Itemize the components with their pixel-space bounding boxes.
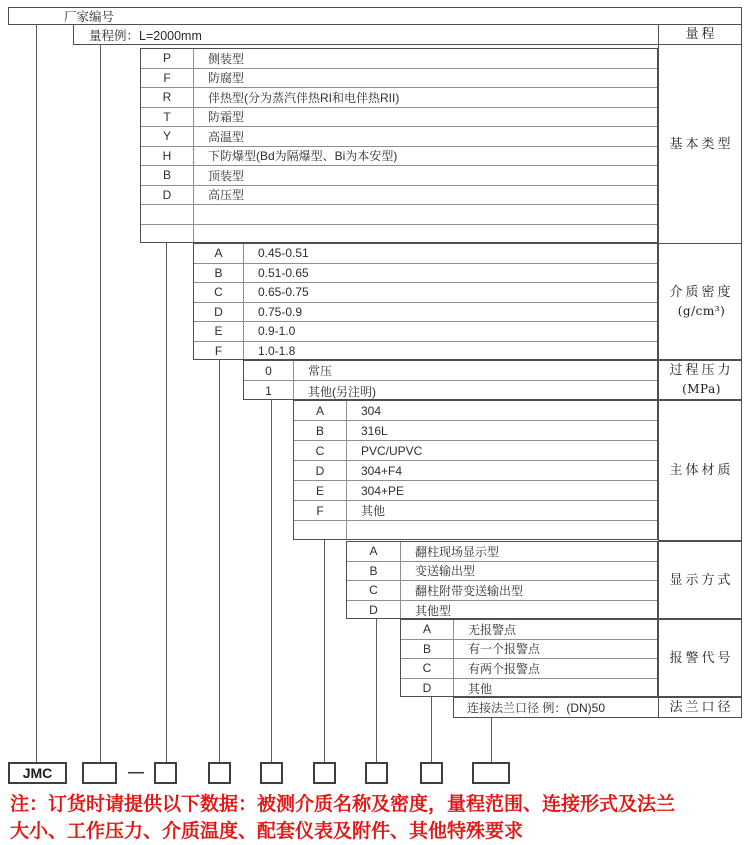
description-cell: 316L — [361, 423, 388, 438]
connector-line-basic-type — [166, 243, 167, 762]
selection-table-display-mode — [346, 541, 658, 619]
flange-size-row — [453, 697, 659, 718]
table-row — [141, 69, 657, 89]
description-cell: 下防爆型(Bd为隔爆型、Bi为本安型) — [208, 149, 398, 164]
section-label-flange-size: 法兰口径 — [658, 697, 742, 718]
code-cell: B — [347, 562, 401, 581]
model-box-display — [365, 762, 388, 784]
table-row — [194, 303, 657, 323]
description-cell: 其他型 — [415, 603, 452, 618]
table-row — [141, 88, 657, 108]
description-cell: 304+PE — [361, 483, 405, 498]
description-cell: 常压 — [308, 364, 333, 378]
description-cell: 1.0-1.8 — [258, 344, 296, 359]
table-row — [401, 640, 657, 660]
description-cell: 304 — [361, 403, 382, 418]
manufacturer-code-label: 厂家编号 — [64, 10, 115, 24]
description-cell: 0.75-0.9 — [258, 304, 303, 319]
selection-table-medium-density — [193, 243, 658, 360]
description-cell: 伴热型(分为蒸汽伴热RI和电伴热RII) — [208, 90, 400, 105]
description-cell: 翻柱现场显示型 — [415, 544, 500, 559]
table-row — [194, 283, 657, 303]
description-cell: 无报警点 — [468, 622, 517, 637]
description-cell — [347, 521, 657, 540]
table-row — [244, 361, 657, 381]
connector-line-alarm — [431, 697, 432, 762]
code-cell — [141, 205, 194, 224]
table-row — [347, 581, 657, 601]
connector-line-manufacturer — [36, 24, 37, 762]
table-row — [294, 481, 657, 501]
code-cell: Y — [141, 127, 194, 146]
manufacturer-code-row — [8, 7, 742, 25]
selection-table-basic-type — [140, 48, 658, 243]
table-row — [294, 401, 657, 421]
table-row — [194, 244, 657, 264]
section-label-process-pressure: 过程压力 (MPa) — [658, 360, 742, 400]
connector-line-flange — [491, 718, 492, 762]
code-cell: C — [347, 581, 401, 600]
section-label-range: 量程 — [658, 24, 742, 45]
order-note-line1: 注：订货时请提供以下数据：被测介质名称及密度，量程范围、连接形式及法兰 — [10, 794, 676, 815]
code-cell: A — [194, 244, 244, 263]
description-cell: 其他 — [361, 504, 386, 518]
code-cell: C — [194, 283, 244, 302]
description-cell: 变送输出型 — [415, 564, 476, 579]
model-box-pressure — [260, 762, 283, 784]
code-cell: P — [141, 49, 194, 68]
section-label-basic-type: 基本类型 — [658, 44, 742, 244]
description-cell — [194, 225, 657, 244]
table-row — [141, 127, 657, 147]
table-row — [294, 421, 657, 441]
table-row — [401, 659, 657, 679]
table-row — [141, 147, 657, 167]
connector-line-material — [324, 540, 325, 762]
description-cell: 0.65-0.75 — [258, 285, 309, 300]
table-row — [401, 620, 657, 640]
description-cell: 高温型 — [208, 129, 245, 144]
model-box-flange — [472, 762, 510, 784]
description-cell: 高压型 — [208, 188, 245, 203]
model-box-density — [208, 762, 231, 784]
code-cell: H — [141, 147, 194, 166]
description-cell: 0.9-1.0 — [258, 324, 296, 339]
table-row — [294, 461, 657, 481]
order-note-line2: 大小、工作压力、介质温度、配套仪表及附件、其他特殊要求 — [10, 820, 524, 842]
description-cell: 翻柱附带变送输出型 — [415, 583, 524, 598]
description-cell: 0.45-0.51 — [258, 246, 309, 261]
code-cell: C — [401, 659, 454, 678]
connector-line-density — [219, 360, 220, 762]
table-row — [194, 322, 657, 342]
section-label-body-material: 主体材质 — [658, 400, 742, 541]
code-cell: C — [294, 441, 347, 460]
code-cell: D — [194, 303, 244, 322]
code-cell: D — [347, 601, 401, 620]
code-cell: F — [294, 501, 347, 520]
section-label-alarm-code: 报警代号 — [658, 619, 742, 697]
description-cell: 防霜型 — [208, 110, 245, 125]
description-cell: PVC/UPVC — [361, 443, 423, 458]
description-cell: 侧装型 — [208, 51, 245, 66]
model-box-alarm — [420, 762, 443, 784]
selection-table-alarm-code — [400, 619, 658, 697]
code-cell: B — [194, 264, 244, 283]
description-cell: 防腐型 — [208, 71, 245, 86]
code-cell: A — [401, 620, 454, 639]
table-row — [141, 108, 657, 128]
code-cell: F — [141, 69, 194, 88]
section-label-medium-density: 介质密度 (g/cm³) — [658, 243, 742, 360]
table-row — [141, 49, 657, 69]
code-cell: 0 — [244, 361, 294, 380]
order-note — [10, 792, 746, 845]
code-cell: A — [294, 401, 347, 420]
description-cell: 有一个报警点 — [468, 642, 541, 657]
connector-line-range — [100, 44, 101, 762]
description-cell: 有两个报警点 — [468, 661, 541, 676]
connector-line-pressure — [271, 400, 272, 762]
code-cell: B — [401, 640, 454, 659]
code-cell: B — [294, 421, 347, 440]
flange-size-text: 连接法兰口径 例：(DN)50 — [467, 701, 606, 715]
code-cell: E — [194, 322, 244, 341]
code-cell: R — [141, 88, 194, 107]
code-cell: E — [294, 481, 347, 500]
description-cell — [194, 205, 657, 224]
model-box-basic-type — [154, 762, 177, 784]
section-label-display-mode: 显示方式 — [658, 541, 742, 619]
model-box-range — [82, 762, 117, 784]
table-row — [141, 166, 657, 186]
description-cell: 304+F4 — [361, 463, 403, 478]
table-row — [294, 521, 657, 540]
code-cell: B — [141, 166, 194, 185]
table-row — [347, 562, 657, 582]
description-cell: 其他 — [468, 681, 493, 696]
code-cell — [141, 225, 194, 244]
code-cell: T — [141, 108, 194, 127]
selection-table-process-pressure — [243, 360, 658, 400]
range-example-text: 量程例：L=2000mm — [89, 28, 202, 43]
table-row — [141, 225, 657, 244]
table-row — [294, 501, 657, 521]
table-row — [194, 264, 657, 284]
code-cell: D — [141, 186, 194, 205]
code-cell: D — [294, 461, 347, 480]
selection-table-body-material — [293, 400, 658, 540]
code-cell: D — [401, 679, 454, 698]
model-prefix-box: JMC — [8, 762, 67, 784]
model-code-separator: — — [128, 764, 144, 781]
connector-line-display — [376, 619, 377, 762]
code-cell — [294, 521, 347, 540]
description-cell: 其他(另注明) — [308, 384, 376, 399]
code-cell: F — [194, 342, 244, 361]
code-cell: A — [347, 542, 401, 561]
table-row — [347, 542, 657, 562]
table-row — [294, 441, 657, 461]
code-cell: 1 — [244, 381, 294, 400]
model-box-material — [313, 762, 336, 784]
table-row — [347, 601, 657, 620]
table-row — [141, 205, 657, 225]
table-row — [401, 679, 657, 698]
table-row — [141, 186, 657, 206]
table-row — [244, 381, 657, 400]
range-example-row — [73, 24, 659, 45]
table-row — [194, 342, 657, 361]
description-cell: 0.51-0.65 — [258, 265, 309, 280]
description-cell: 顶装型 — [208, 168, 245, 183]
